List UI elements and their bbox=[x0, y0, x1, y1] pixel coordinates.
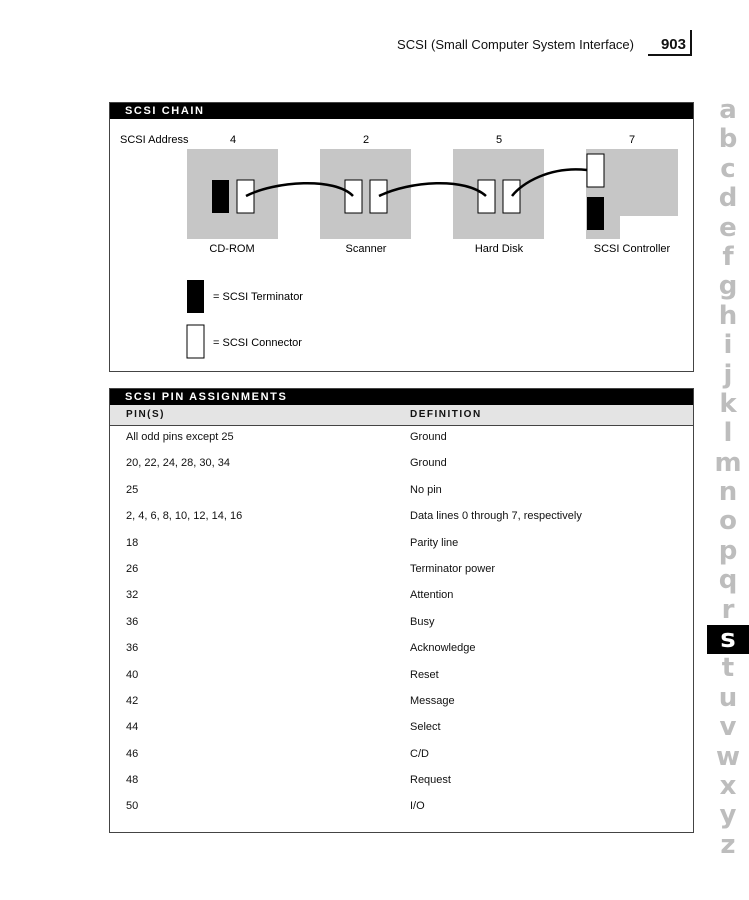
definition-cell: Busy bbox=[410, 615, 435, 628]
table-row bbox=[110, 795, 693, 821]
alphabet-tab-r[interactable]: r bbox=[721, 594, 735, 625]
alphabet-tab-a[interactable]: a bbox=[719, 95, 737, 125]
definition-cell: No pin bbox=[410, 483, 442, 496]
table-row bbox=[110, 479, 693, 505]
alphabet-tab-m[interactable]: m bbox=[714, 447, 742, 478]
pin-cell: 32 bbox=[126, 589, 139, 602]
table-body bbox=[110, 426, 693, 822]
alphabet-tab-j[interactable]: j bbox=[723, 359, 733, 390]
device-hard-disk bbox=[453, 149, 544, 239]
table-row bbox=[110, 664, 693, 690]
page-number: 903 bbox=[660, 36, 686, 53]
legend-terminator-icon bbox=[187, 280, 204, 313]
table-row bbox=[110, 558, 693, 584]
definition-cell: Select bbox=[410, 721, 441, 734]
device-name-scanner: Scanner bbox=[345, 243, 387, 255]
pin-cell: 42 bbox=[126, 694, 139, 707]
definition-cell: Request bbox=[410, 774, 451, 787]
connector-icon bbox=[345, 180, 362, 213]
table-row bbox=[110, 716, 693, 742]
alphabet-tab-e[interactable]: e bbox=[719, 212, 737, 243]
connector-icon bbox=[237, 180, 254, 213]
table-row bbox=[110, 769, 693, 795]
alphabet-tab-g[interactable]: g bbox=[718, 271, 738, 302]
legend-connector-icon bbox=[187, 325, 204, 358]
running-title: SCSI (Small Computer System Interface) bbox=[397, 37, 634, 52]
pin-cell: 20, 22, 24, 28, 30, 34 bbox=[126, 457, 230, 470]
pins-title: SCSI PIN ASSIGNMENTS bbox=[110, 389, 693, 405]
col-header-definition: DEFINITION bbox=[410, 409, 482, 420]
header-rule-horizontal bbox=[648, 54, 692, 56]
alphabet-tab-z[interactable]: z bbox=[720, 829, 736, 860]
device-cdrom bbox=[187, 149, 278, 239]
table-header bbox=[110, 405, 693, 426]
pin-cell: 48 bbox=[126, 774, 139, 787]
scsi-pin-table bbox=[109, 388, 694, 833]
address-controller: 7 bbox=[628, 134, 636, 146]
table-row bbox=[110, 611, 693, 637]
terminator-icon bbox=[212, 180, 229, 213]
alphabet-tab-t[interactable]: t bbox=[721, 653, 735, 684]
table-row bbox=[110, 584, 693, 610]
address-hard-disk: 5 bbox=[495, 134, 503, 146]
pin-cell: 18 bbox=[126, 536, 139, 549]
alphabet-tab-p[interactable]: p bbox=[718, 535, 738, 566]
connector-icon bbox=[478, 180, 495, 213]
table-row bbox=[110, 690, 693, 716]
alphabet-tab-v[interactable]: v bbox=[719, 712, 737, 743]
alphabet-tab-f[interactable]: f bbox=[722, 241, 734, 272]
connector-icon bbox=[587, 154, 604, 187]
pin-cell: 26 bbox=[126, 562, 139, 575]
alphabet-tab-w[interactable]: w bbox=[715, 741, 741, 772]
pin-cell: All odd pins except 25 bbox=[126, 431, 234, 443]
chain-title: SCSI CHAIN bbox=[110, 103, 693, 119]
scsi-chain-diagram bbox=[110, 103, 693, 371]
alphabet-tab-n[interactable]: n bbox=[718, 477, 738, 508]
scsi-chain-figure bbox=[109, 102, 694, 372]
alphabet-tab-b[interactable]: b bbox=[718, 124, 738, 155]
table-row bbox=[110, 637, 693, 663]
pin-cell: 46 bbox=[126, 747, 139, 760]
pin-cell: 40 bbox=[126, 668, 139, 681]
running-head bbox=[0, 30, 692, 56]
address-cdrom: 4 bbox=[229, 134, 237, 146]
definition-cell: Terminator power bbox=[410, 562, 495, 575]
definition-cell: Parity line bbox=[410, 536, 459, 549]
table-row bbox=[110, 532, 693, 558]
definition-cell: Acknowledge bbox=[410, 642, 476, 655]
device-scanner bbox=[320, 149, 411, 239]
alphabet-tab-y[interactable]: y bbox=[719, 800, 737, 831]
device-name-hard-disk: Hard Disk bbox=[474, 243, 524, 255]
pin-cell: 36 bbox=[126, 615, 139, 628]
legend-terminator-label: = SCSI Terminator bbox=[213, 291, 303, 303]
address-scanner: 2 bbox=[362, 134, 370, 146]
connector-icon bbox=[370, 180, 387, 213]
terminator-icon bbox=[587, 197, 604, 230]
device-name-controller: SCSI Controller bbox=[593, 243, 671, 255]
definition-cell: Attention bbox=[410, 589, 454, 602]
legend-connector-label: = SCSI Connector bbox=[213, 337, 302, 349]
alphabet-tab-o[interactable]: o bbox=[719, 506, 737, 537]
table-row bbox=[110, 505, 693, 531]
pin-cell: 44 bbox=[126, 721, 139, 734]
alphabet-tab-q[interactable]: q bbox=[718, 565, 738, 596]
alphabet-tab-l[interactable]: l bbox=[723, 418, 733, 449]
header-rule-vertical bbox=[690, 30, 692, 56]
alphabet-tab-s[interactable]: s bbox=[707, 625, 749, 654]
device-name-cdrom: CD-ROM bbox=[209, 243, 255, 255]
definition-cell: Data lines 0 through 7, respectively bbox=[410, 510, 582, 523]
address-label: SCSI Address bbox=[120, 134, 189, 146]
alphabet-tab-i[interactable]: i bbox=[723, 330, 733, 361]
definition-cell: I/O bbox=[410, 800, 425, 813]
table-row bbox=[110, 743, 693, 769]
table-row bbox=[110, 426, 693, 452]
definition-cell: C/D bbox=[410, 747, 429, 760]
connector-icon bbox=[503, 180, 520, 213]
pin-cell: 25 bbox=[126, 483, 139, 496]
definition-cell: Message bbox=[410, 694, 455, 707]
alphabet-index bbox=[707, 96, 749, 860]
definition-cell: Ground bbox=[410, 431, 447, 443]
alphabet-tab-d[interactable]: d bbox=[718, 183, 738, 214]
alphabet-tab-k[interactable]: k bbox=[719, 388, 737, 419]
alphabet-tab-c[interactable]: c bbox=[720, 153, 736, 184]
col-header-pins: PIN(S) bbox=[126, 409, 165, 420]
definition-cell: Ground bbox=[410, 457, 447, 470]
alphabet-tab-h[interactable]: h bbox=[718, 300, 738, 331]
alphabet-tab-u[interactable]: u bbox=[718, 682, 738, 713]
table-row bbox=[110, 452, 693, 478]
alphabet-tab-x[interactable]: x bbox=[719, 770, 737, 801]
pin-cell: 50 bbox=[126, 800, 139, 813]
definition-cell: Reset bbox=[410, 668, 439, 681]
pin-cell: 2, 4, 6, 8, 10, 12, 14, 16 bbox=[126, 510, 243, 523]
pin-cell: 36 bbox=[126, 642, 139, 655]
